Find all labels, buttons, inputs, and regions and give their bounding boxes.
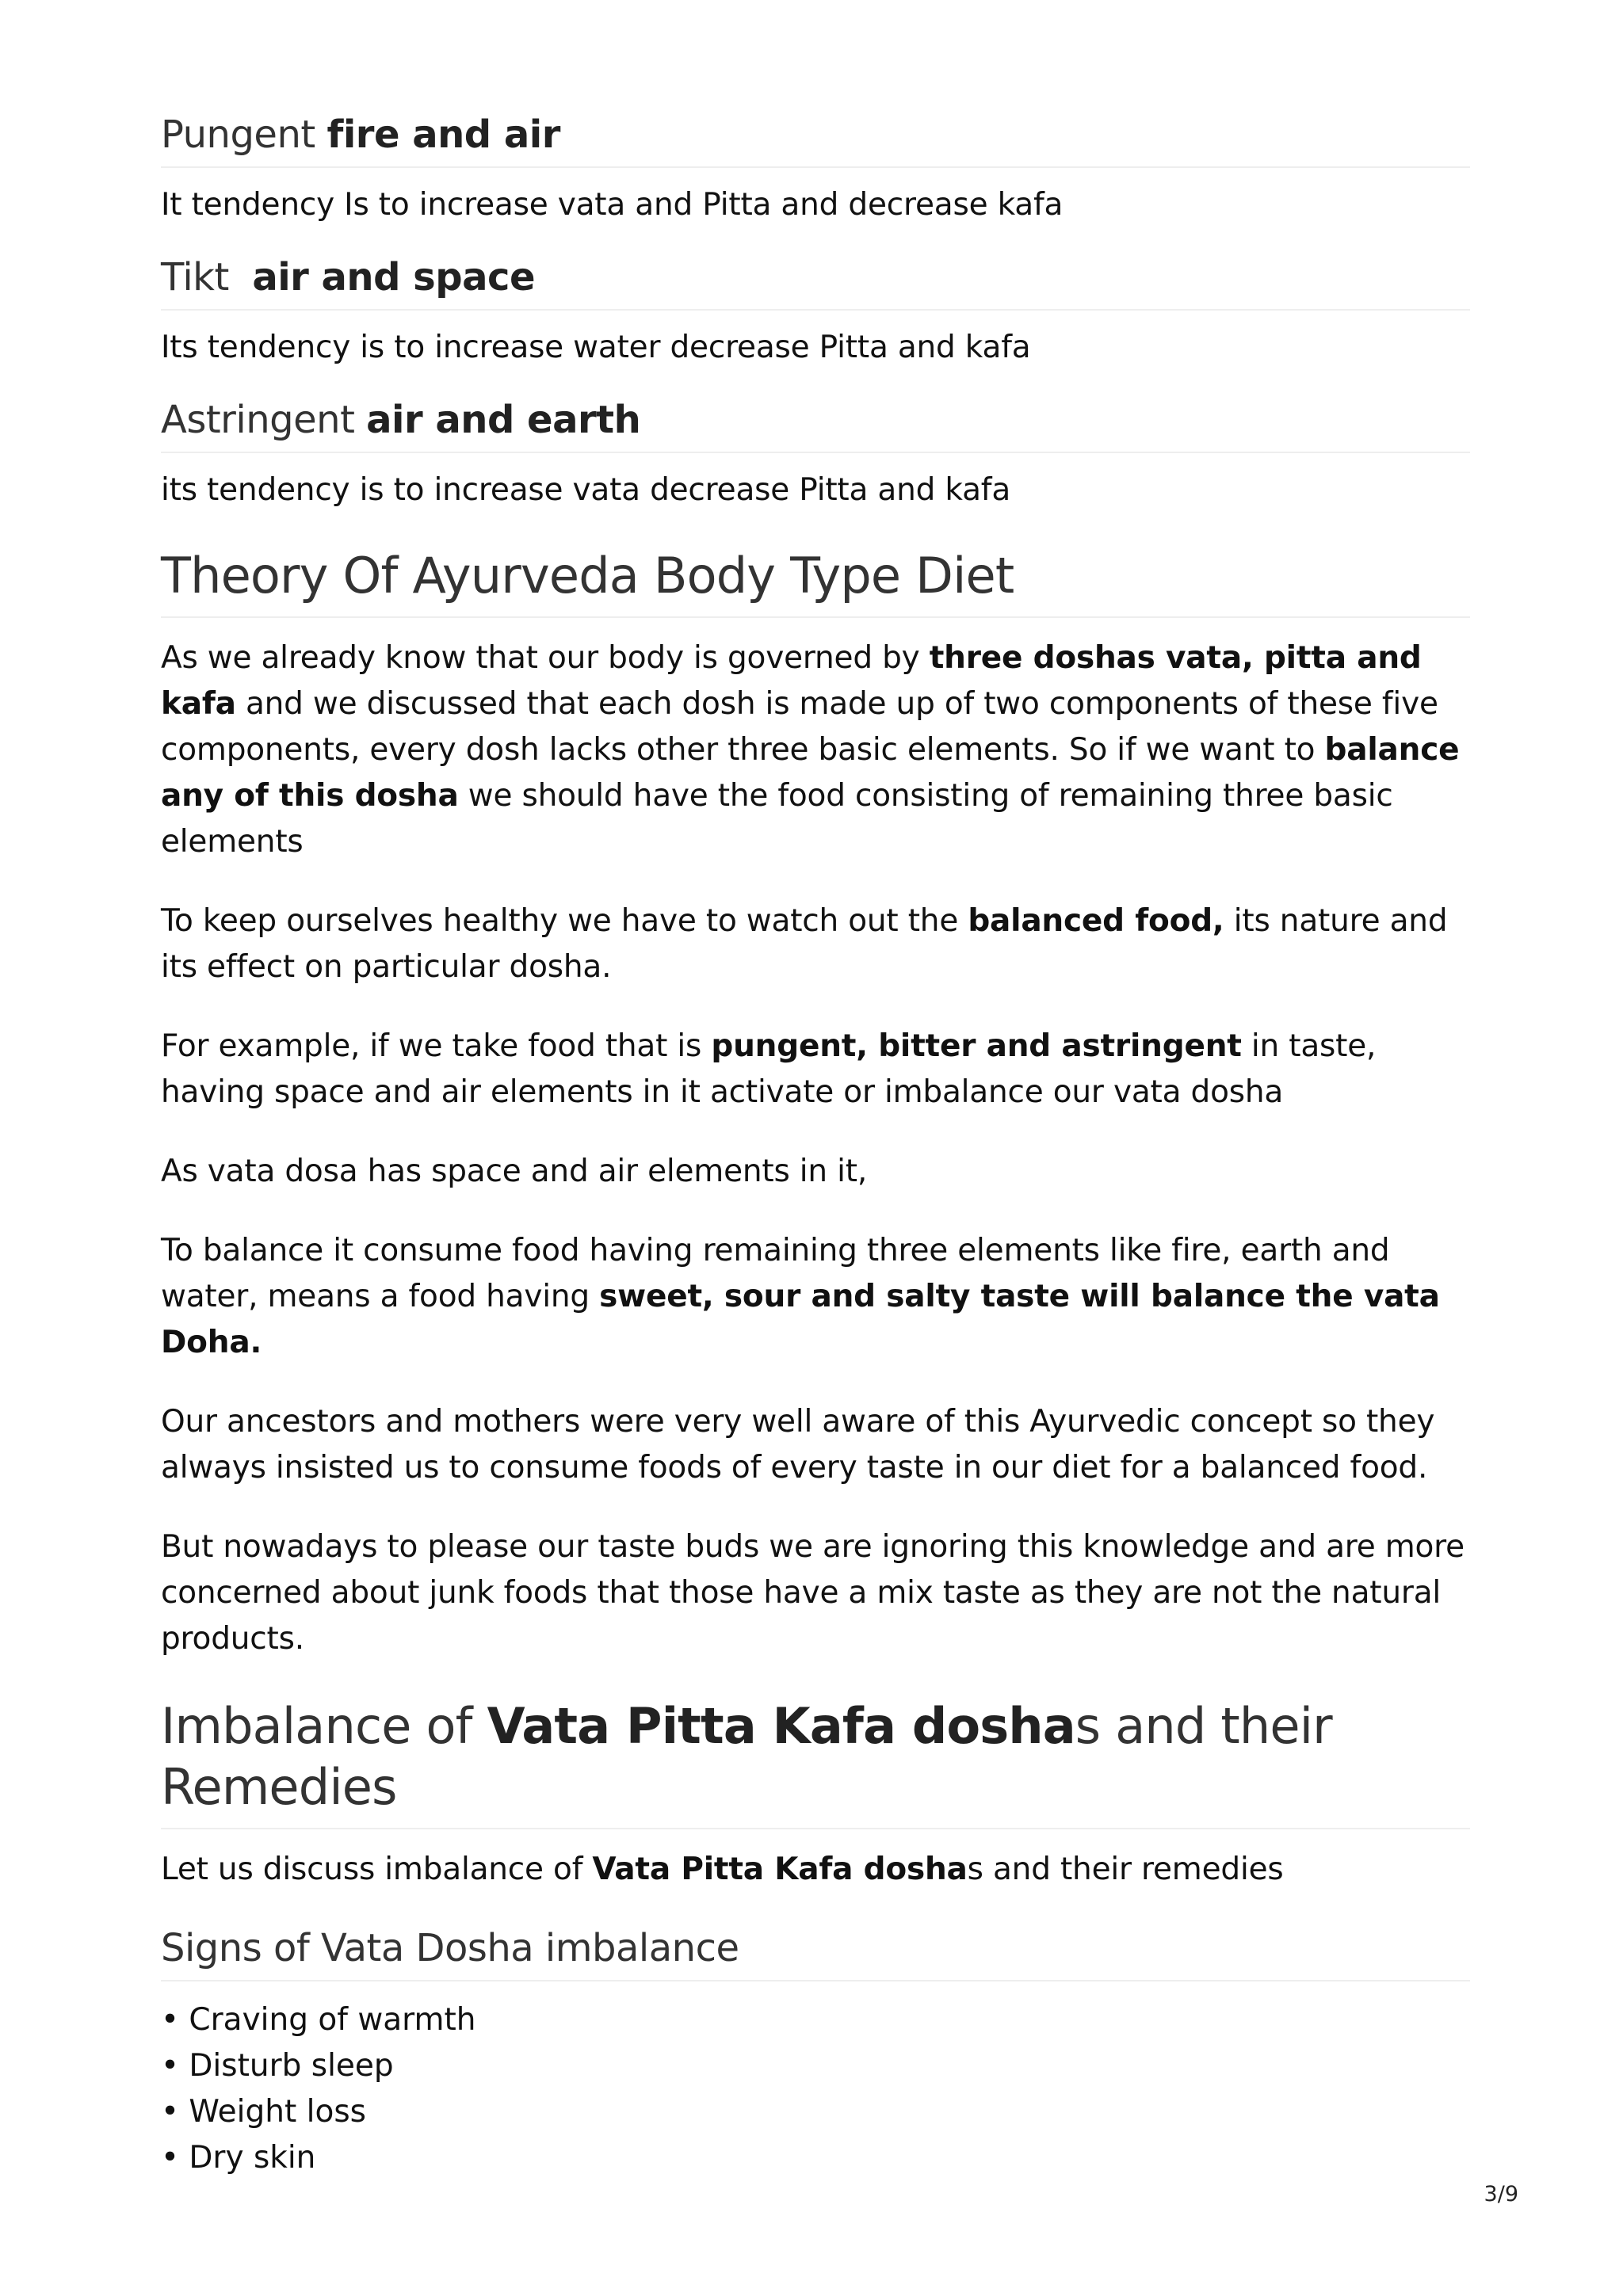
astringent-elements: air and earth — [366, 398, 641, 442]
list-item: • Disturb sleep — [161, 2047, 394, 2084]
imbalance-paragraph: Let us discuss imbalance of Vata Pitta Kafa doshas and their remedies — [161, 1851, 1284, 1887]
document-page — [161, 111, 1470, 2181]
theory-heading: Theory Of Ayurveda Body Type Diet — [161, 545, 1470, 618]
theory-paragraph-2: To keep ourselves healthy we have to watch out the balanced food, its nature and its effect on particular dosha. — [161, 902, 1448, 985]
page-number: 3/9 — [1484, 2182, 1518, 2206]
tikt-label: Tikt — [161, 255, 253, 299]
pungent-heading — [161, 111, 1470, 168]
list-item: • Craving of warmth — [161, 2001, 476, 2038]
imbalance-heading: Imbalance of Vata Pitta Kafa doshas and their Remedies — [161, 1695, 1470, 1829]
list-item: • Dry skin — [161, 2139, 316, 2176]
theory-paragraph-1: As we already know that our body is governed by three doshas vata, pitta and kafa and we discussed that each dosh is made up of two components of these five components, every dosh lacks other three basic elements. So if we want to balance any of this dosha we should have the food consisting of remaining three basic elements — [161, 639, 1460, 860]
theory-paragraph-6: Our ancestors and mothers were very well aware of this Ayurvedic concept so they always insisted us to consume foods of every taste in our diet for a balanced food. — [161, 1403, 1435, 1486]
pungent-elements: fire and air — [327, 113, 560, 157]
theory-paragraph-4: As vata dosa has space and air elements in it, — [161, 1153, 868, 1189]
pungent-text: It tendency Is to increase vata and Pitta and decrease kafa — [161, 187, 1064, 223]
theory-paragraph-3: For example, if we take food that is pungent, bitter and astringent in taste, having space and air elements in it activate or imbalance our vata dosha — [161, 1028, 1377, 1110]
astringent-label: Astringent — [161, 398, 367, 442]
tikt-elements: air and space — [252, 255, 535, 299]
vata-signs-list — [161, 1997, 1470, 2181]
pungent-label: Pungent — [161, 113, 327, 157]
theory-paragraph-7: But nowadays to please our taste buds we are ignoring this knowledge and are more concerned about junk foods that those have a mix taste as they are not the natural products. — [161, 1528, 1465, 1657]
list-item: • Weight loss — [161, 2093, 367, 2130]
astringent-heading — [161, 396, 1470, 453]
vata-signs-heading: Signs of Vata Dosha imbalance — [161, 1924, 1470, 1981]
astringent-text: its tendency is to increase vata decrease Pitta and kafa — [161, 472, 1011, 508]
tikt-heading — [161, 254, 1470, 311]
tikt-text: Its tendency is to increase water decrease Pitta and kafa — [161, 330, 1031, 365]
theory-paragraph-5: To balance it consume food having remaining three elements like fire, earth and water, means a food having sweet, sour and salty taste will balance the vata Doha. — [161, 1232, 1440, 1360]
